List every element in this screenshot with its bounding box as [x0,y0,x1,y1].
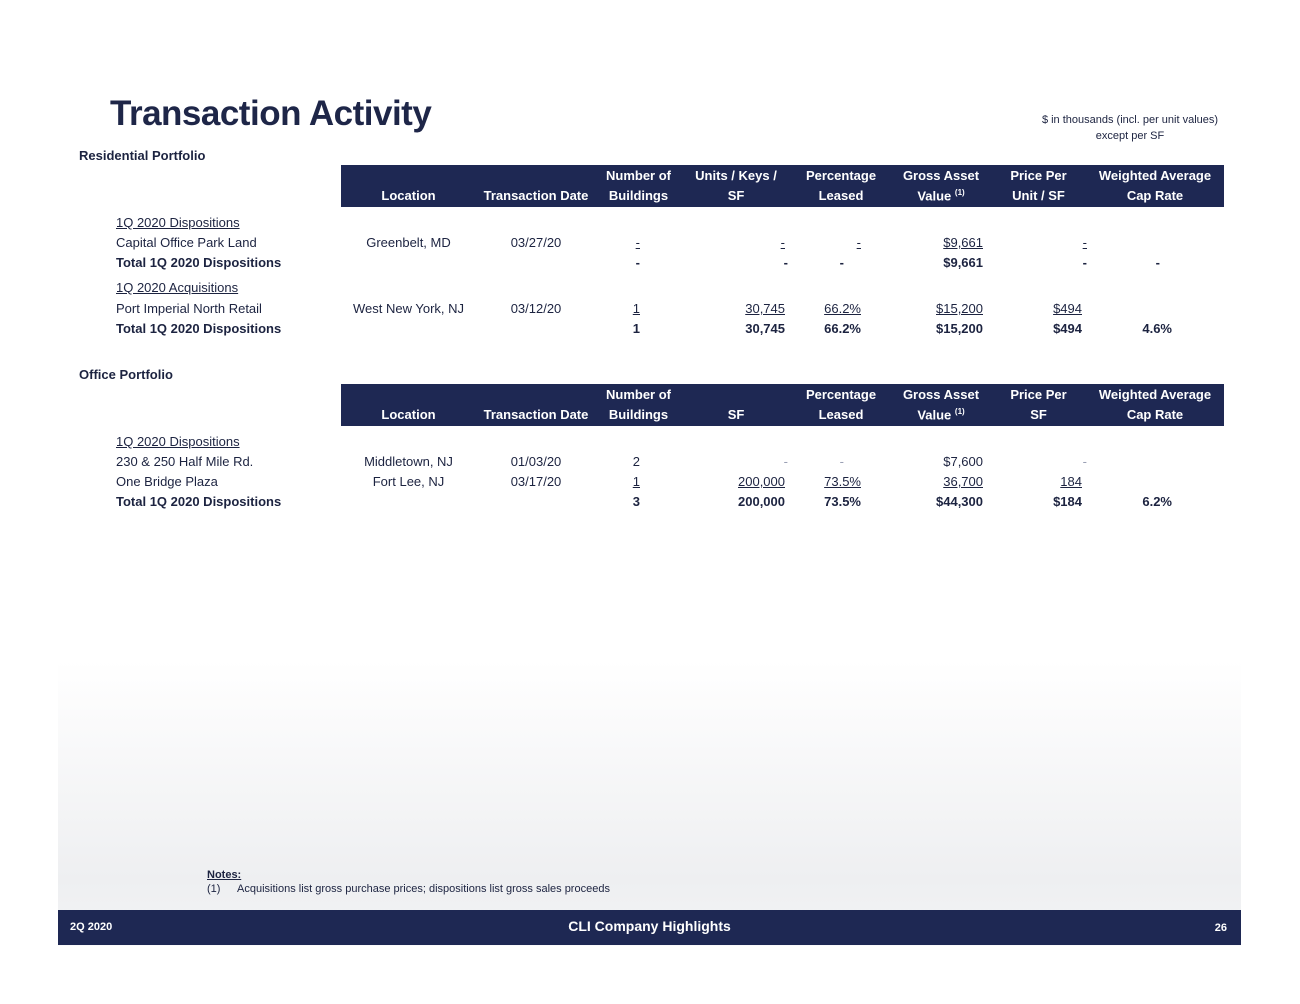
row-price: $184 [1053,494,1082,509]
row-price: $494 [1053,321,1082,336]
row-gross-asset-value: $15,200 [936,321,983,336]
residential-dispositions-heading: 1Q 2020 Dispositions [116,215,240,230]
header-sf: SF [727,407,745,422]
residential-section-label: Residential Portfolio [79,148,206,163]
row-leased: - [856,235,861,250]
header-transaction-date: Transaction Date [483,188,589,203]
row-date: 01/03/20 [510,454,562,469]
header-units: Units / Keys / SF [695,168,777,203]
residential-acquisitions-heading: 1Q 2020 Acquisitions [116,280,239,295]
row-leased: 66.2% [824,321,861,336]
row-gross-asset-value: $44,300 [936,494,983,509]
header-buildings: Number of Buildings [606,168,671,203]
note-number: (1) [207,883,221,895]
row-price: - [1082,454,1087,469]
row-buildings: - [635,235,640,250]
row-name: Total 1Q 2020 Dispositions [116,494,282,509]
header-cap-rate: Weighted Average Cap Rate [1098,168,1212,203]
row-date: 03/27/20 [510,235,562,250]
table-row [0,235,1300,255]
office-section-label: Office Portfolio [79,367,173,382]
row-units: 30,745 [745,321,785,336]
table-row [0,454,1300,474]
row-units: - [783,255,788,270]
row-sf: 200,000 [738,494,785,509]
row-leased: 73.5% [824,494,861,509]
row-leased: 66.2% [824,301,861,316]
table-row [0,301,1300,321]
header-buildings: Number of Buildings [606,387,671,422]
footer-title: CLI Company Highlights [568,918,731,934]
office-dispositions-heading: 1Q 2020 Dispositions [116,434,240,449]
row-name: 230 & 250 Half Mile Rd. [116,454,254,469]
row-buildings: 1 [632,301,640,316]
row-buildings: 3 [632,494,640,509]
header-location: Location [381,407,436,422]
row-gross-asset-value: $15,200 [936,301,983,316]
row-location: Fort Lee, NJ [372,474,445,489]
row-name: Port Imperial North Retail [116,301,262,316]
row-units: 30,745 [745,301,785,316]
page-number: 26 [1214,922,1227,934]
table-row [0,255,1300,275]
units-note: $ in thousands (incl. per unit values) except per SF [1041,114,1219,142]
row-buildings: 2 [632,454,640,469]
row-cap-rate: - [1155,255,1160,270]
row-date: 03/17/20 [510,474,562,489]
row-leased: - [839,454,844,469]
row-price: 184 [1060,474,1082,489]
page-title: Transaction Activity [110,94,432,133]
residential-acquisitions-heading-row [0,280,1300,300]
row-leased: - [839,255,844,270]
row-gross-asset-value: $9,661 [943,235,983,250]
row-name: Total 1Q 2020 Dispositions [116,321,282,336]
row-sf: - [783,454,788,469]
notes-title: Notes: [207,869,242,881]
notes [207,869,610,895]
row-sf: 200,000 [738,474,785,489]
header-gross-asset-value: Gross Asset Value $^{(1)}$ [902,387,980,423]
row-price: - [1082,235,1087,250]
header-transaction-date: Transaction Date [483,407,589,422]
table-row [0,494,1300,514]
row-buildings: - [635,255,640,270]
row-date: 03/12/20 [510,301,562,316]
residential-table-header [341,165,1224,207]
row-name: One Bridge Plaza [116,474,218,489]
note-item [207,883,610,895]
note-text: Acquisitions list gross purchase prices; dispositions list gross sales proceeds [237,883,610,895]
row-price: - [1082,255,1087,270]
office-table-header [341,384,1224,426]
row-units: - [780,235,785,250]
residential-dispositions-heading-row [0,215,1300,235]
row-name: Capital Office Park Land [116,235,257,250]
footer-bar [58,910,1241,945]
row-cap-rate: 4.6% [1142,321,1172,336]
row-location: Greenbelt, MD [366,235,451,250]
row-gross-asset-value: $9,661 [943,255,983,270]
row-buildings: 1 [632,321,640,336]
table-row [0,474,1300,494]
row-cap-rate: 6.2% [1142,494,1172,509]
header-gross-asset-value: Gross Asset Value $^{(1)}$ [902,168,980,204]
table-row [0,321,1300,341]
footer-period: 2Q 2020 [70,921,113,933]
row-gross-asset-value: 36,700 [943,474,983,489]
header-leased: Percentage Leased [805,168,877,203]
row-location: Middletown, NJ [364,454,453,469]
row-name: Total 1Q 2020 Dispositions [116,255,282,270]
header-leased: Percentage Leased [805,387,877,422]
header-location: Location [381,188,436,203]
header-price-per: Price Per Unit / SF [1010,168,1067,203]
row-location: West New York, NJ [352,301,465,316]
row-price: $494 [1053,301,1082,316]
row-gross-asset-value: $7,600 [943,454,983,469]
row-leased: 73.5% [824,474,861,489]
office-dispositions-heading-row [0,434,1300,454]
header-cap-rate: Weighted Average Cap Rate [1098,387,1212,422]
header-price-per: Price Per SF [1010,387,1067,422]
row-buildings: 1 [632,474,640,489]
